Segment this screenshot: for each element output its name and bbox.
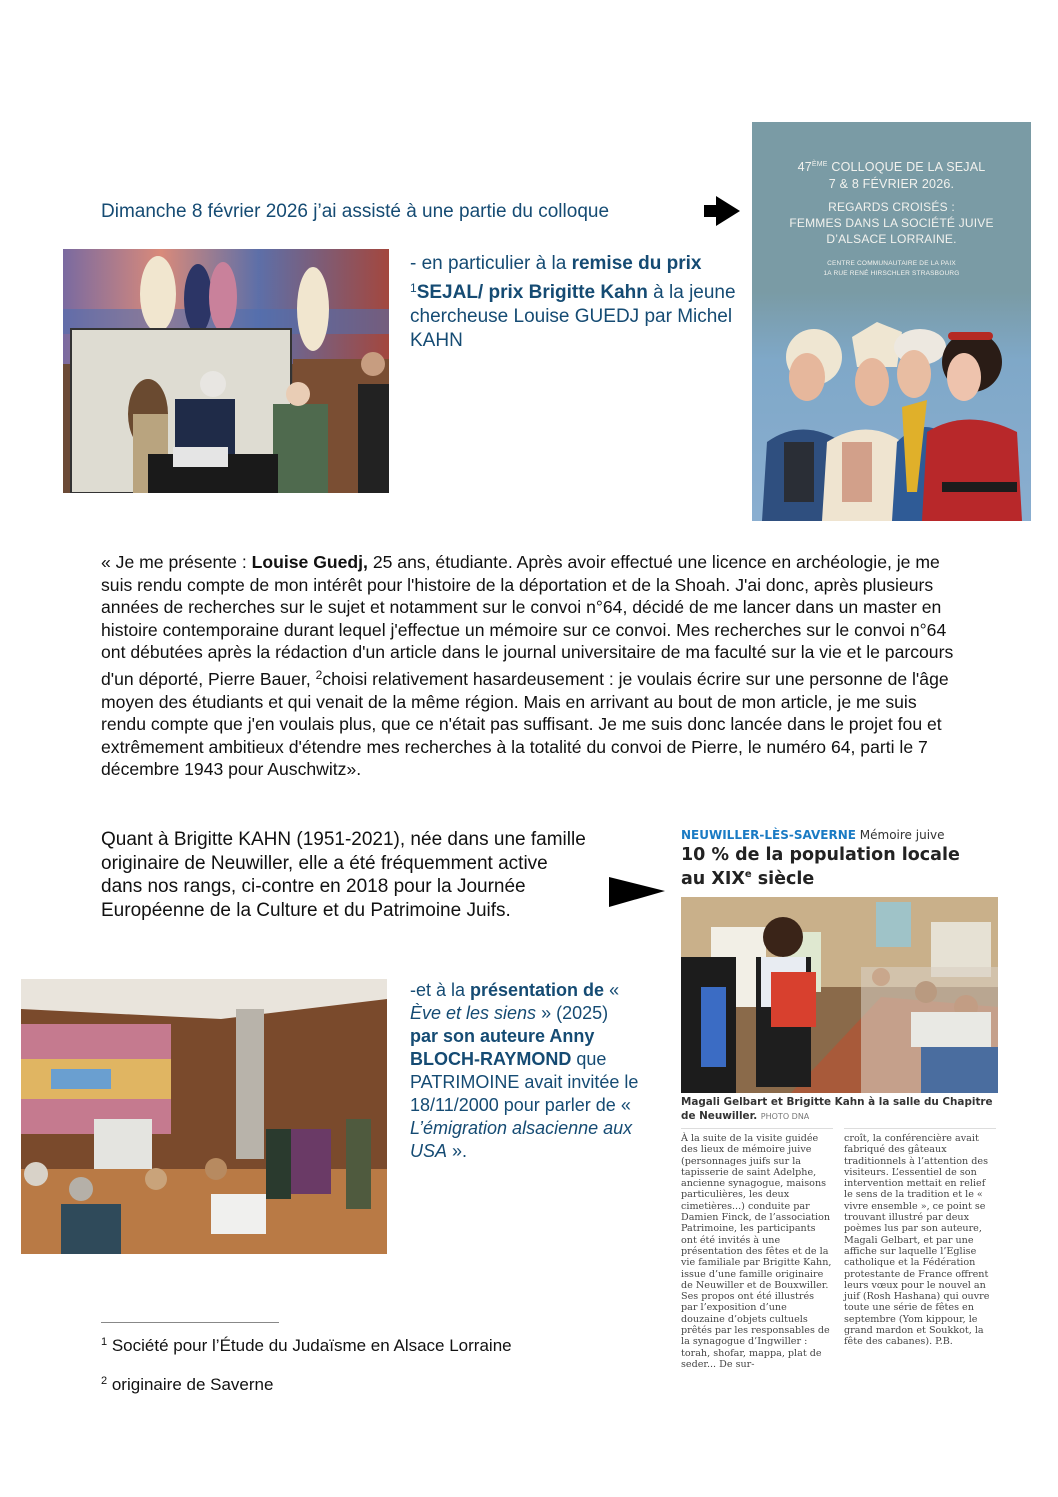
colloquium-poster bbox=[752, 122, 1031, 521]
footnote-ref-1[interactable]: 1 bbox=[410, 281, 417, 295]
triangle-right-arrow-icon bbox=[607, 875, 667, 909]
news-headline-line-2: au XIXe siècle bbox=[681, 868, 815, 889]
news-photo bbox=[681, 897, 998, 1093]
quote-part-1: « Je me présente : bbox=[101, 552, 252, 572]
news-kicker bbox=[681, 828, 945, 842]
news-location: NEUWILLER-LÈS-SAVERNE bbox=[681, 828, 856, 842]
news-photo-credit: PHOTO DNA bbox=[760, 1112, 810, 1121]
thick-right-arrow-icon bbox=[704, 196, 740, 226]
pres-quote2-close: ». bbox=[447, 1141, 468, 1161]
footnote-2: $^2$ originaire de Saverne bbox=[101, 1375, 274, 1394]
footnote-1: $^1$ Société pour l’Étude du Judaïsme en Alsace Lorraine bbox=[101, 1336, 512, 1355]
pres-quote-close: » bbox=[536, 1003, 552, 1023]
award-prefix: - en particulier à la bbox=[410, 253, 572, 274]
footnote-ref-2[interactable]: 2 bbox=[315, 667, 323, 682]
poster-subtitle-3: D’ALSACE LORRAINE. bbox=[826, 232, 957, 246]
pres-quote2-open: « bbox=[620, 1095, 631, 1115]
poster-address: 1A RUE RENÉ HIRSCHLER STRASBOURG bbox=[823, 270, 960, 277]
poster-venue: CENTRE COMMUNAUTAIRE DE LA PAIX bbox=[827, 260, 956, 267]
pres-quote-open: « bbox=[604, 980, 620, 1000]
award-ceremony-photo bbox=[63, 249, 389, 493]
news-column-rule bbox=[681, 1128, 833, 1129]
award-bold-1: remise du prix bbox=[571, 253, 702, 274]
pres-text-1: -et à la bbox=[410, 980, 471, 1000]
award-bold-2: SEJAL/ prix Brigitte Kahn bbox=[416, 282, 648, 303]
footnote-separator bbox=[101, 1322, 279, 1323]
news-headline-line-1: 10 % de la population locale bbox=[681, 845, 960, 865]
presentation-photo bbox=[21, 979, 387, 1254]
poster-title: 47ÈME COLLOQUE DE LA SEJAL bbox=[797, 160, 986, 174]
poster-illustration-four-women bbox=[752, 292, 1031, 521]
quote-name: Louise Guedj, bbox=[251, 552, 368, 572]
pres-bold-2: par son auteure Anny BLOCH-RAYMOND bbox=[410, 1026, 595, 1069]
intro-text: Dimanche 8 février 2026 j’ai assisté à une partie du colloque bbox=[101, 201, 610, 222]
book-title: Ève et les siens bbox=[410, 1003, 537, 1023]
poster-dates: 7 & 8 FÉVRIER 2026. bbox=[828, 177, 955, 191]
quote-part-2: 25 ans, étudiante. Après avoir effectué une licence en archéologie, je me suis rendu compte de mon intérêt pour l'histoire de la déportation et de la Shoah. J'ai donc, après plusieurs années de recherches sur le sujet et notamment sur le convoi n°64, décidé de me lancer dans un master en histoire contemporaine durant lequel j'effectue un mémoire sur ce convoi. Mes recherches sur le convoi n°64 ont débutées après la rédaction d'un article dans le journal universitaire de ma faculté sur la vie et le parcours d'un déporté, Pierre Bauer, bbox=[101, 552, 954, 689]
news-column-1: À la suite de la visite guidée des lieux de mémoire juive (personnages juifs sur la tapisserie de saint Adelphe, ancienne synagogue, maisons particulières, les deux cimetières...) conduite par Damien Finck, de l’association Patrimoine, les participants ont été invités à une présentation des fêtes et de la vie familiale par Brigitte Kahn, issue d’une famille originaire de Neuwiller et de Bouxwiller. Ses propos ont été illustrés par l’exposition d’une douzaine d’objets cultuels prêtés par les responsables de la synagogue d’Ingwiller : torah, shofar, mappa, plat de seder... De sur- bbox=[681, 1133, 832, 1370]
news-column-rule bbox=[844, 1128, 996, 1129]
poster-subtitle-1: REGARDS CROISÉS : bbox=[828, 200, 955, 214]
presentation-description bbox=[410, 979, 640, 1163]
pres-text-3: que PATRIMOINE avait invitée le 18/11/2000 pour parler de bbox=[410, 1049, 639, 1115]
pres-bold-1: présentation de bbox=[470, 980, 605, 1000]
news-section: Mémoire juive bbox=[859, 828, 945, 842]
quote-part-3: choisi relativement hasardeusement : je voulais écrire sur une personne de l'âge moyen des étudiants et qui venait de la même région. Mais en arrivant au bout de mon article, je me suis rendu compte que j'en voulais plus, que ce n'était pas suffisant. Je me suis donc lancée dans le projet fou et extrêmement ambitieux d'étendre mes recherches à la totalité du convoi de Pierre, le numéro 64, parti le 7 décembre 1943 pour Auschwitz». bbox=[101, 668, 949, 780]
poster-subtitle-2: FEMMES DANS LA SOCIÉTÉ JUIVE bbox=[789, 216, 994, 230]
pres-text-2: (2025) bbox=[551, 1003, 609, 1023]
talk-title: L’émigration alsacienne aux USA bbox=[410, 1118, 633, 1161]
brigitte-kahn-paragraph: Quant à Brigitte KAHN (1951-2021), née dans une famille originaire de Neuwiller, elle a été fréquemment active dans nos rangs, ci-contre en 2018 pour la Journée Européenne de la Culture et du Patrimoine Juifs. bbox=[101, 829, 586, 921]
news-caption bbox=[681, 1095, 1001, 1124]
award-description bbox=[410, 252, 740, 353]
news-headline bbox=[681, 845, 960, 889]
news-caption-text: Magali Gelbart et Brigitte Kahn à la salle du Chapitre de Neuwiller. bbox=[681, 1096, 993, 1122]
louise-guedj-quote bbox=[101, 551, 961, 781]
news-column-2: croît, la conférencière avait fabriqué des gâteaux traditionnels à l’attention des visiteurs. L’essentiel de son intervention mettait en relief le sens de la tradition et le « vivre ensemble », ce point se trouvant illustré par deux poèmes lus par son auteure, Magali Gelbart, et par une affiche sur laquelle l’Eglise catholique et la Fédération protestante de France offrent leurs vœux pour le nouvel an juif (Rosh Hashana) qui ouvre toute une série de fêtes en septembre (Yom kippour, le grand mardon et Soukkot, la fête des cabanes). P.B. bbox=[844, 1133, 990, 1348]
award-rest: à la jeune chercheuse Louise GUEDJ par Michel KAHN bbox=[410, 282, 736, 351]
